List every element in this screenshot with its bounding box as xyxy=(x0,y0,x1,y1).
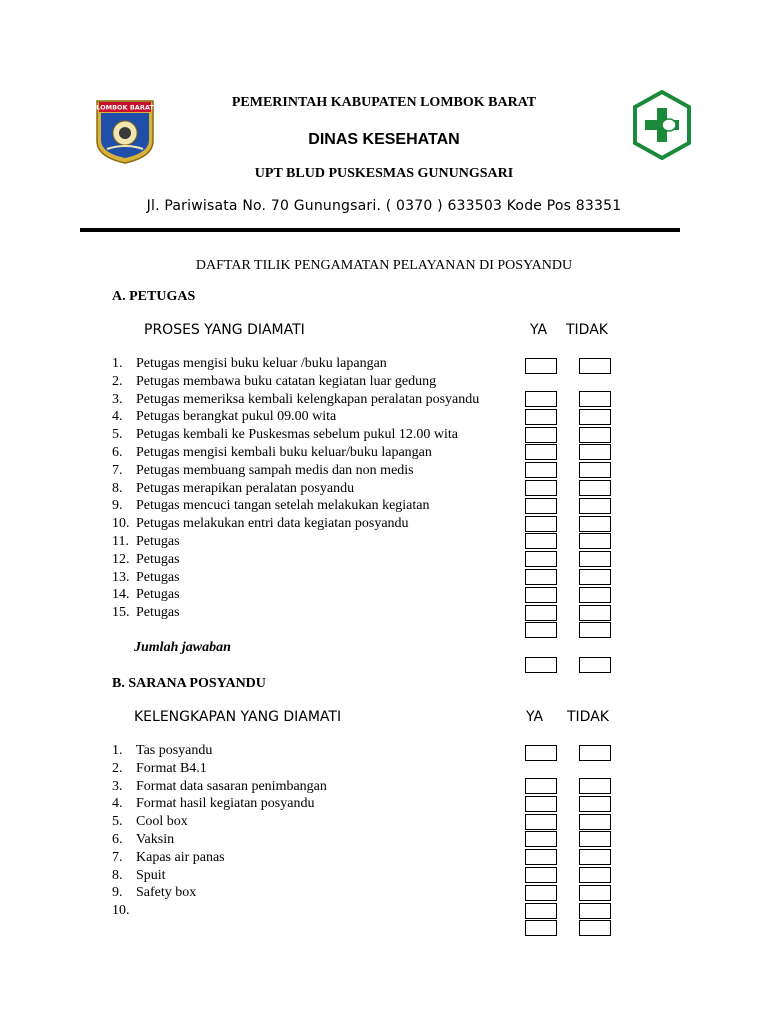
item-text: Format B4.1 xyxy=(136,760,207,776)
no-checkbox[interactable] xyxy=(579,533,611,549)
no-checkbox[interactable] xyxy=(579,920,611,936)
no-checkbox[interactable] xyxy=(579,867,611,883)
item-number: 14. xyxy=(112,587,130,603)
item-number: 3. xyxy=(112,391,123,407)
no-checkbox[interactable] xyxy=(579,745,611,761)
item-text: Tas posyandu xyxy=(136,743,213,758)
yes-checkbox[interactable] xyxy=(525,903,557,919)
no-checkbox[interactable] xyxy=(579,814,611,830)
no-checkbox[interactable] xyxy=(579,358,611,374)
total-no-checkbox[interactable] xyxy=(579,657,611,673)
item-text: Kapas air panas xyxy=(136,849,225,865)
header-unit: UPT BLUD PUSKESMAS GUNUNGSARI xyxy=(254,166,514,181)
no-checkbox[interactable] xyxy=(579,849,611,865)
no-checkbox[interactable] xyxy=(579,778,611,794)
item-number: 9. xyxy=(112,885,123,901)
item-number: 11. xyxy=(112,534,129,549)
yes-checkbox[interactable] xyxy=(525,551,557,567)
yes-checkbox[interactable] xyxy=(525,796,557,812)
yes-checkbox[interactable] xyxy=(525,745,557,761)
no-checkbox[interactable] xyxy=(579,885,611,901)
no-checkbox[interactable] xyxy=(579,516,611,532)
no-checkbox[interactable] xyxy=(579,409,611,425)
item-text: Petugas xyxy=(136,551,180,567)
item-number: 2. xyxy=(112,760,123,776)
yes-checkbox[interactable] xyxy=(525,867,557,883)
item-text: Petugas mengisi buku keluar /buku lapangan xyxy=(136,356,387,371)
no-checkbox[interactable] xyxy=(579,462,611,478)
item-number: 1. xyxy=(112,356,123,371)
item-text: Petugas berangkat pukul 09.00 wita xyxy=(136,409,337,425)
section-a-heading: A. PETUGAS xyxy=(112,289,196,304)
item-text: Petugas kembali ke Puskesmas sebelum pukul 12.00 wita xyxy=(136,427,458,443)
yes-checkbox[interactable] xyxy=(525,920,557,936)
item-number: 1. xyxy=(112,743,123,758)
item-number: 5. xyxy=(112,814,123,830)
item-text: Spuit xyxy=(136,867,166,883)
item-text: Petugas mengisi kembali buku keluar/buku lapangan xyxy=(136,445,432,460)
item-number: 6. xyxy=(112,445,123,460)
section-b-heading: B. SARANA POSYANDU xyxy=(112,676,266,691)
item-number: 4. xyxy=(112,409,123,425)
section-b-col-process: KELENGKAPAN YANG DIAMATI xyxy=(134,709,342,725)
yes-checkbox[interactable] xyxy=(525,622,557,638)
no-checkbox[interactable] xyxy=(579,796,611,812)
item-number: 10. xyxy=(112,903,130,919)
yes-checkbox[interactable] xyxy=(525,605,557,621)
no-checkbox[interactable] xyxy=(579,831,611,847)
item-number: 3. xyxy=(112,778,123,794)
no-checkbox[interactable] xyxy=(579,622,611,638)
no-checkbox[interactable] xyxy=(579,498,611,514)
yes-checkbox[interactable] xyxy=(525,498,557,514)
item-text: Format hasil kegiatan posyandu xyxy=(136,796,315,812)
item-number: 9. xyxy=(112,498,123,514)
item-text: Petugas membuang sampah medis dan non medis xyxy=(136,462,414,478)
item-text: Cool box xyxy=(136,814,188,830)
item-number: 7. xyxy=(112,462,123,478)
header-department: DINAS KESEHATAN xyxy=(308,131,460,148)
yes-checkbox[interactable] xyxy=(525,814,557,830)
item-text: Petugas xyxy=(136,534,180,549)
item-text: Petugas memeriksa kembali kelengkapan peralatan posyandu xyxy=(136,391,480,407)
item-text: Petugas xyxy=(136,587,180,603)
total-yes-checkbox[interactable] xyxy=(525,657,557,673)
yes-checkbox[interactable] xyxy=(525,587,557,603)
item-number: 2. xyxy=(112,373,123,389)
yes-checkbox[interactable] xyxy=(525,533,557,549)
crest-label: LOMBOK BARAT xyxy=(96,103,154,112)
no-checkbox[interactable] xyxy=(579,903,611,919)
header-government: PEMERINTAH KABUPATEN LOMBOK BARAT xyxy=(231,95,537,110)
section-a-col-yes: YA xyxy=(530,322,548,338)
item-text: Petugas merapikan peralatan posyandu xyxy=(136,480,355,496)
yes-checkbox[interactable] xyxy=(525,358,557,374)
item-text: Petugas membawa buku catatan kegiatan luar gedung xyxy=(136,373,437,389)
yes-checkbox[interactable] xyxy=(525,480,557,496)
no-checkbox[interactable] xyxy=(579,391,611,407)
section-a-col-no: TIDAK xyxy=(566,322,608,338)
item-number: 4. xyxy=(112,796,123,812)
yes-checkbox[interactable] xyxy=(525,516,557,532)
item-number: 8. xyxy=(112,867,123,883)
item-text: Petugas xyxy=(136,569,180,585)
section-a-col-process: PROSES YANG DIAMATI xyxy=(144,322,305,338)
yes-checkbox[interactable] xyxy=(525,444,557,460)
item-number: 13. xyxy=(112,569,130,585)
item-text: Petugas mencuci tangan setelah melakukan kegiatan xyxy=(136,498,430,514)
document-title: DAFTAR TILIK PENGAMATAN PELAYANAN DI POSYANDU xyxy=(195,258,573,273)
yes-checkbox[interactable] xyxy=(525,831,557,847)
item-number: 5. xyxy=(112,427,123,443)
item-text: Petugas melakukan entri data kegiatan posyandu xyxy=(136,516,409,532)
item-text: Safety box xyxy=(136,885,197,901)
no-checkbox[interactable] xyxy=(579,444,611,460)
yes-checkbox[interactable] xyxy=(525,462,557,478)
yes-checkbox[interactable] xyxy=(525,391,557,407)
item-number: 6. xyxy=(112,832,123,847)
section-b-col-no: TIDAK xyxy=(567,709,609,725)
yes-checkbox[interactable] xyxy=(525,569,557,585)
item-text: Petugas xyxy=(136,605,180,621)
yes-checkbox[interactable] xyxy=(525,409,557,425)
no-checkbox[interactable] xyxy=(579,605,611,621)
yes-checkbox[interactable] xyxy=(525,427,557,443)
yes-checkbox[interactable] xyxy=(525,849,557,865)
item-number: 7. xyxy=(112,849,123,865)
no-checkbox[interactable] xyxy=(579,587,611,603)
yes-checkbox[interactable] xyxy=(525,778,557,794)
header-divider xyxy=(80,228,680,232)
no-checkbox[interactable] xyxy=(579,427,611,443)
no-checkbox[interactable] xyxy=(579,551,611,567)
no-checkbox[interactable] xyxy=(579,480,611,496)
item-number: 12. xyxy=(112,551,130,567)
item-number: 8. xyxy=(112,480,123,496)
no-checkbox[interactable] xyxy=(579,569,611,585)
item-text: Vaksin xyxy=(136,832,175,847)
item-number: 10. xyxy=(112,516,130,532)
item-number: 15. xyxy=(112,605,130,621)
header-address: Jl. Pariwisata No. 70 Gunungsari. ( 0370 ) 633503 Kode Pos 83351 xyxy=(146,198,622,214)
section-b-col-yes: YA xyxy=(526,709,544,725)
section-a-total-label: Jumlah jawaban xyxy=(134,640,231,655)
yes-checkbox[interactable] xyxy=(525,885,557,901)
item-text: Format data sasaran penimbangan xyxy=(136,778,327,794)
